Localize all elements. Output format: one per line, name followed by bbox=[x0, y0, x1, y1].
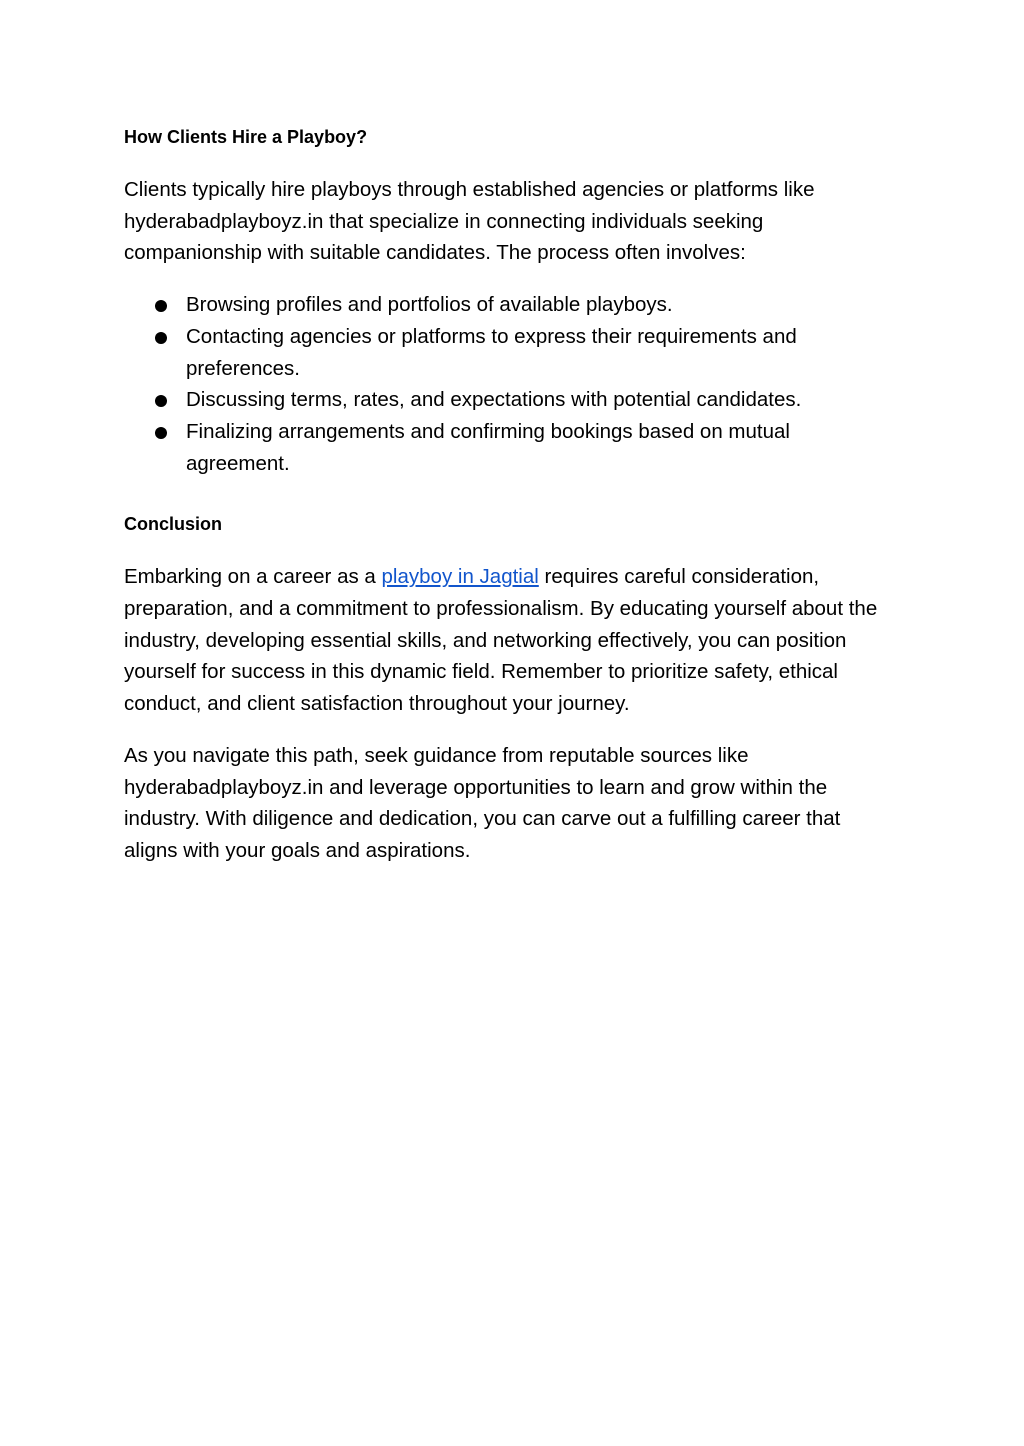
section-heading-hire: How Clients Hire a Playboy? bbox=[124, 127, 368, 147]
list-item-text: Contacting agencies or platforms to express their requirements and preferences. bbox=[186, 324, 797, 380]
conclusion-text-before-link: Embarking on a career as a bbox=[124, 565, 382, 589]
bullet-icon bbox=[155, 300, 167, 312]
bullet-icon bbox=[155, 427, 167, 439]
process-list bbox=[124, 289, 894, 479]
closing-paragraph: As you navigate this path, seek guidance from reputable sources like hyderabadplayboyz.in and leverage opportunities to learn and grow within the industry. With diligence and dedication, you can carve out a fulfilling career that aligns with your goals and aspirations. bbox=[124, 743, 841, 862]
playboy-in-jagtial-link[interactable]: playboy in Jagtial bbox=[381, 565, 539, 589]
list-item bbox=[124, 289, 894, 321]
bullet-icon bbox=[155, 332, 167, 344]
list-item bbox=[124, 321, 894, 384]
list-item bbox=[124, 416, 894, 479]
bullet-icon bbox=[155, 395, 167, 407]
list-item-text: Discussing terms, rates, and expectations with potential candidates. bbox=[186, 388, 802, 412]
list-item-text: Browsing profiles and portfolios of available playboys. bbox=[186, 293, 673, 317]
section-heading-conclusion: Conclusion bbox=[124, 514, 222, 535]
list-item bbox=[124, 384, 894, 416]
list-item-text: Finalizing arrangements and confirming bookings based on mutual agreement. bbox=[186, 419, 790, 475]
intro-paragraph: Clients typically hire playboys through established agencies or platforms like hyderabadplayboyz.in that specialize in connecting individuals seeking companionship with suitable candidates. The process often involves: bbox=[124, 178, 815, 265]
conclusion-text-after-link: requires careful consideration, preparation, and a commitment to professionalism. By educating yourself about the industry, developing essential skills, and networking effectively, you can position yourself for success in this dynamic field. Remember to prioritize safety, ethical conduct, and client satisfaction throughout your journey. bbox=[124, 565, 878, 716]
conclusion-paragraph bbox=[124, 561, 894, 720]
